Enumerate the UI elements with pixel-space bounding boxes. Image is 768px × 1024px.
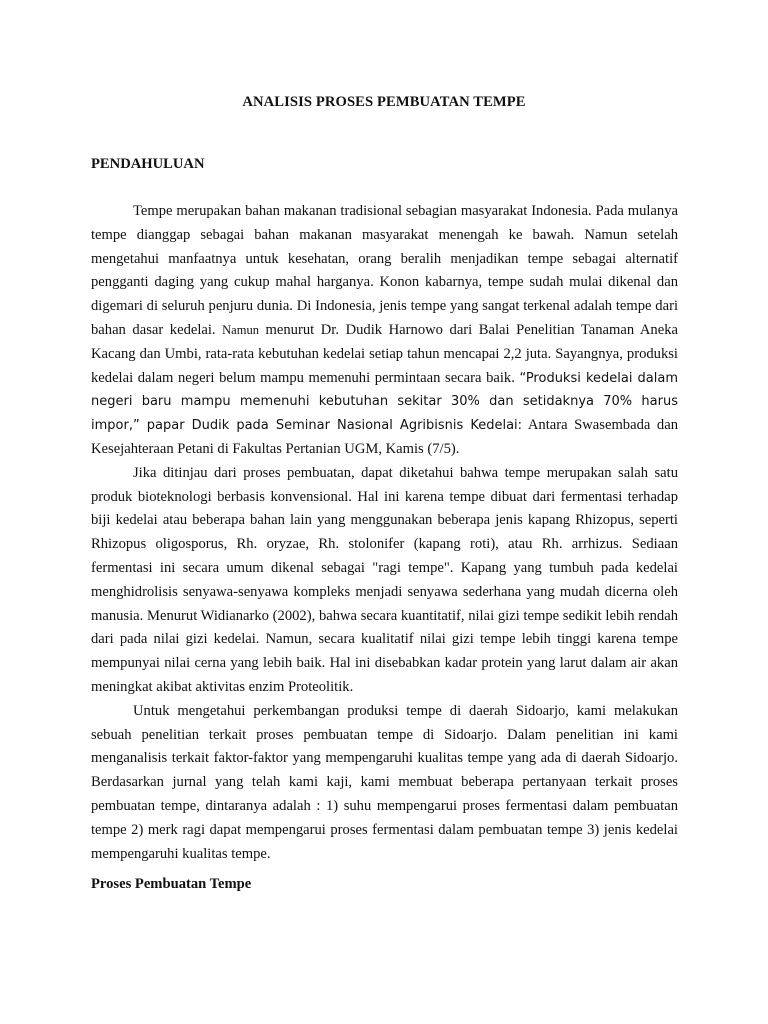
paragraph-3: Untuk mengetahui perkembangan produksi tempe di daerah Sidoarjo, kami melakukan sebuah penelitian terkait proses pembuatan tempe di Sidoarjo. Dalam penelitian ini kami menganalisis terkait faktor-faktor yang mempengaruhi kualitas tempe yang ada di daerah Sidoarjo. Berdasarkan jurnal yang telah kami kaji, kami membuat beberapa pertanyaan terkait proses pembuatan tempe, dintaranya adalah : 1) suhu mempengarui proses fermentasi dalam pembuatan tempe 2) merk ragi dapat mempengarui proses fermentasi dalam pembuatan tempe 3) jenis kedelai mempengaruhi kualitas tempe. [91, 702, 678, 862]
section-heading-pendahuluan: PENDAHULUAN [91, 156, 205, 172]
body-text [91, 200, 678, 866]
paragraph-2: Jika ditinjau dari proses pembuatan, dapat diketahui bahwa tempe merupakan salah satu produk bioteknologi berbasis konvensional. Hal ini karena tempe dibuat dari fermentasi terhadap biji kedelai atau beberapa bahan lain yang menggunakan beberapa jenis kapang Rhizopus, seperti Rhizopus oligosporus, Rh. oryzae, Rh. stolonifer (kapang roti), atau Rh. arrhizus. Sediaan fermentasi ini secara umum dikenal sebagai "ragi tempe". Kapang yang tumbuh pada kedelai menghidrolisis senyawa-senyawa kompleks menjadi senyawa sederhana yang mudah dicerna oleh manusia. Menurut Widianarko (2002), bahwa secara kuantitatif, nilai gizi tempe sedikit lebih rendah dari pada nilai gizi kedelai. Namun, secara kualitatif nilai gizi tempe lebih tinggi karena tempe mempunyai nilai cerna yang lebih baik. Hal ini disebabkan kadar protein yang larut dalam air akan meningkat akibat aktivitas enzim Proteolitik. [91, 464, 678, 695]
paragraph-1-part-c: menurut Dr. Dudik Harnowo dari Balai Penelitian Tanaman Aneka Kacang dan Umbi, rata-rata kebutuhan kedelai setiap tahun mencapai 2,2 juta. Sayangnya, produksi kedelai dalam negeri belum mampu memenuhi permintaan secara baik. [91, 321, 678, 386]
paragraph-1 [91, 200, 678, 462]
paragraph-1-part-a: Tempe merupakan bahan makanan tradisional sebagian masyarakat Indonesia. Pada mulanya tempe dianggap sebagai bahan makanan masyarakat menengah ke bawah. Namun setelah mengetahui manfaatnya untuk kesehatan, orang beralih menjadikan tempe sebagai alternatif pengganti daging yang cukup mahal harganya. Konon kabarnya, tempe sudah mulai dikenal dan digemari di seluruh penjuru dunia. Di Indonesia, jenis tempe yang sangat terkenal adalah tempe dari bahan dasar kedelai. [91, 203, 678, 338]
document-title: ANALISIS PROSES PEMBUATAN TEMPE [242, 94, 526, 110]
paragraph-1-part-e: Antara Swasembada dan Kesejahteraan Petani di Fakultas Pertanian UGM, Kamis (7/5). [91, 417, 679, 457]
paragraph-1-part-b: Namun [222, 322, 259, 337]
paragraph-1-quote: “Produksi kedelai dalam negeri baru mampu memenuhi kebutuhan sekitar 30% dan setidaknya 70% harus impor,” papar Dudik pada Seminar Nasional Agribisnis Kedelai: [91, 370, 678, 434]
sub-heading-proses-pembuatan: Proses Pembuatan Tempe [91, 876, 252, 892]
